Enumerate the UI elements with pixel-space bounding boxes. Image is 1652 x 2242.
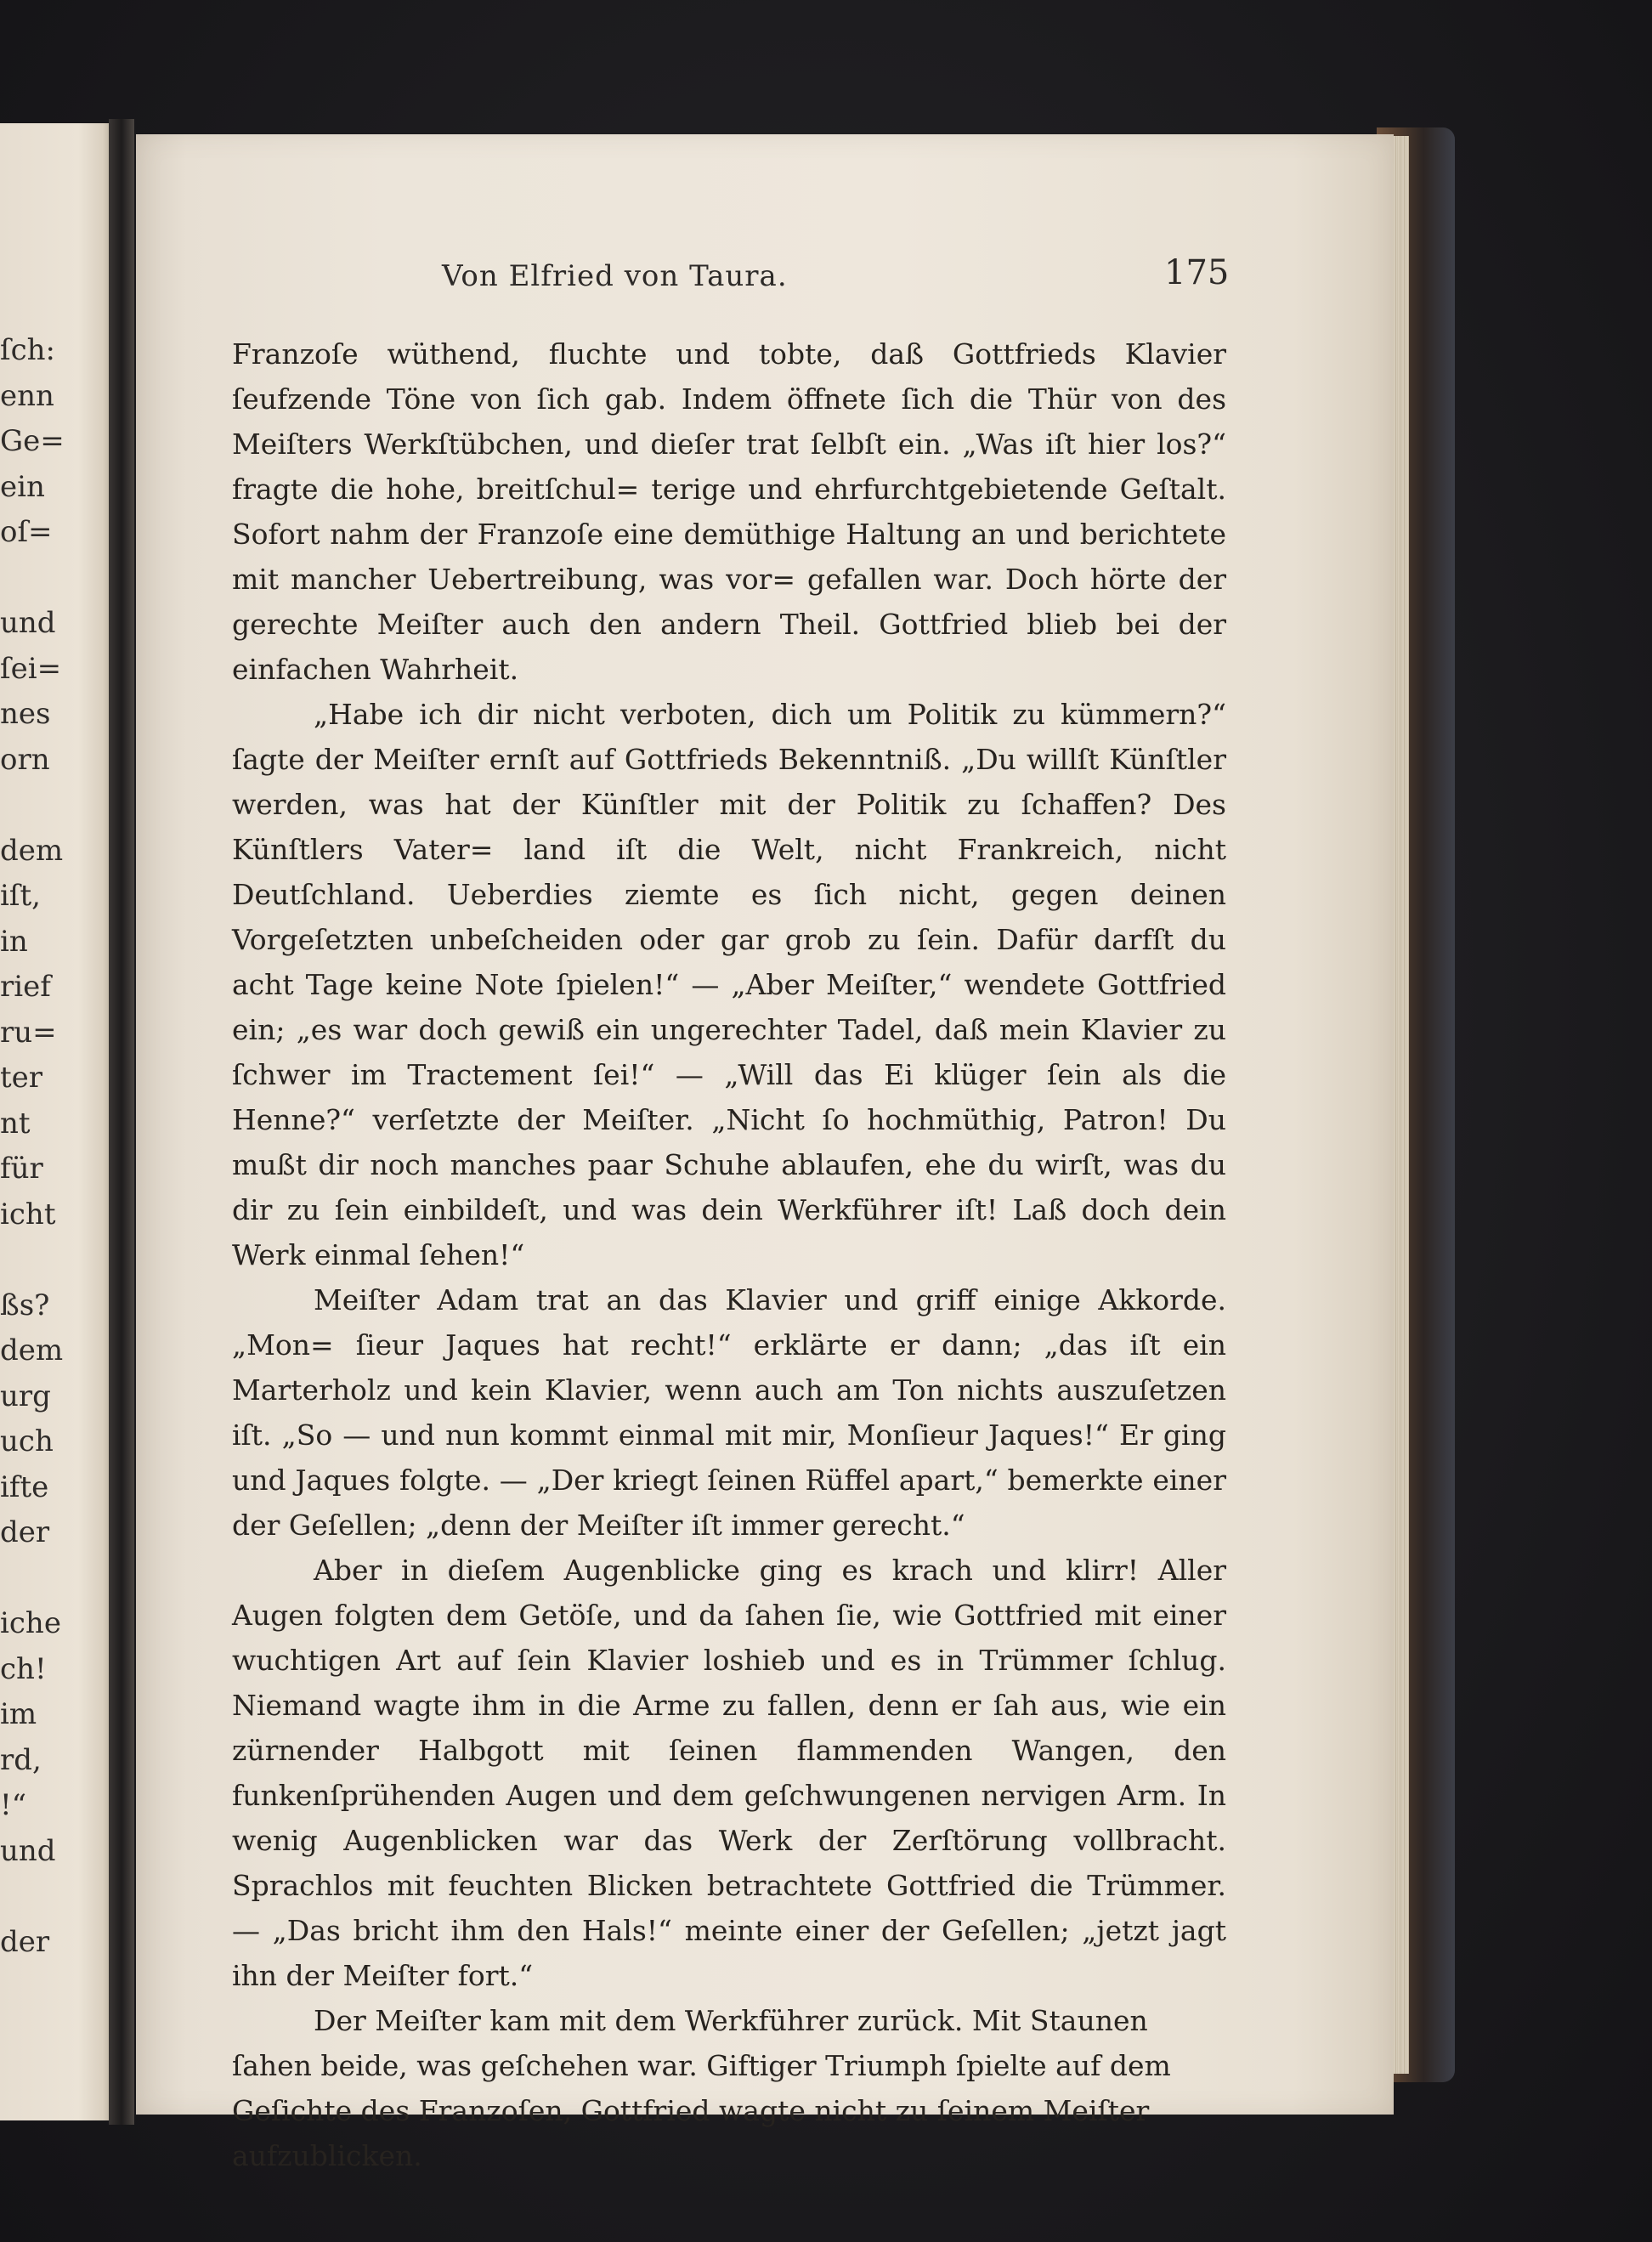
- running-head: Von Elfried von Taura.: [442, 259, 788, 293]
- paragraph-5: Der Meiſter kam mit dem Werkführer zurück. Mit Staunen ſahen beide, was geſchehen war. Giftiger Triumph ſpielte auf dem Geſichte des Franzoſen, Gottfried wagte nicht zu ſeinem Meiſter aufzublicken.: [232, 2004, 1171, 2172]
- facing-page-fragment: !“: [0, 1788, 27, 1822]
- facing-page-fragment: ru=: [0, 1015, 57, 1050]
- facing-page-fragment: ein: [0, 469, 45, 504]
- facing-page-fragment: iſt,: [0, 879, 41, 913]
- facing-page-fragment: oſ=: [0, 515, 53, 549]
- body-text: [232, 331, 1226, 2178]
- facing-page-fragment: für: [0, 1152, 43, 1186]
- facing-page-fragment: ifte: [0, 1469, 49, 1504]
- facing-page-fragment: ſei=: [0, 651, 62, 686]
- paragraph-1: Franzoſe wüthend, fluchte und tobte, daß Gottfrieds Klavier ſeufzende Töne von ſich gab. Indem öffnete ſich die Thür von des Meiſters Werkſtübchen, und dieſer trat ſelbſt ein. „Was iſt hier los?“ fragte die hohe, breitſchul= terige und ehrfurchtgebietende Geſtalt. Sofort nahm der Franzoſe eine demüthige Haltung an und berichtete mit mancher Uebertreibung, was vor= gefallen war. Doch hörte der gerechte Meiſter auch den andern Theil. Gottfried blieb bei der einfachen Wahrheit.: [232, 337, 1226, 686]
- facing-page-fragment: orn: [0, 742, 50, 777]
- facing-page-fragment: nt: [0, 1106, 31, 1141]
- facing-page-fragment: dem: [0, 833, 64, 868]
- facing-page-fragment: urg: [0, 1379, 51, 1413]
- facing-page-fragment: enn: [0, 378, 54, 413]
- facing-page-fragment: im: [0, 1697, 37, 1731]
- facing-page-fragment: ßs?: [0, 1288, 50, 1322]
- facing-page-fragment: iche: [0, 1606, 61, 1640]
- paragraph-4: Aber in dieſem Augenblicke ging es krach und klirr! Aller Augen folgten dem Getöſe, und da ſahen ſie, wie Gottfried mit einer wuchtigen Art auf ſein Klavier loshieb und es in Trümmer ſchlug. Niemand wagte ihm in die Arme zu fallen, denn er ſah aus, wie ein zürnender Halbgott mit ſeinen flammenden Wangen, den funkenſprühenden Augen und dem geſchwungenen nervigen Arm. In wenig Augenblicken war das Werk der Zerſtörung vollbracht. Sprachlos mit feuchten Blicken betrachtete Gottfried die Trümmer. — „Das bricht ihm den Hals!“ meinte einer der Geſellen; „jetzt jagt ihn der Meiſter fort.“: [232, 1554, 1226, 1992]
- facing-page-fragment: und: [0, 606, 56, 640]
- facing-page-fragment: dem: [0, 1333, 64, 1367]
- facing-page-fragment: rd,: [0, 1742, 42, 1777]
- book-gutter: [109, 119, 134, 2125]
- facing-page-fragment: ch!: [0, 1651, 47, 1686]
- facing-page-fragment: ſch:: [0, 333, 55, 367]
- facing-page-fragment: uch: [0, 1424, 54, 1458]
- paragraph-3: Meiſter Adam trat an das Klavier und griff einige Akkorde. „Mon= ſieur Jaques hat recht!“ erklärte er dann; „das iſt ein Marterholz und kein Klavier, wenn auch am Ton nichts auszuſetzen iſt. „So — und nun kommt einmal mit mir, Monſieur Jaques!“ Er ging und Jaques folgte. — „Der kriegt ſeinen Rüffel apart,“ bemerkte einer der Geſellen; „denn der Meiſter iſt immer gerecht.“: [232, 1283, 1226, 1542]
- facing-page-fragment: rief: [0, 970, 51, 1004]
- facing-page-fragment: der: [0, 1924, 50, 1959]
- facing-page-fragment: Ge=: [0, 424, 65, 458]
- facing-page-fragment: ter: [0, 1061, 43, 1095]
- facing-page-fragment: icht: [0, 1197, 56, 1231]
- facing-page-fragment: der: [0, 1515, 50, 1549]
- paragraph-2: „Habe ich dir nicht verboten, dich um Politik zu kümmern?“ ſagte der Meiſter ernſt auf Gottfrieds Bekenntniß. „Du willſt Künſtler werden, was hat der Künſtler mit der Politik zu ſchaffen? Des Künſtlers Vater= land iſt die Welt, nicht Frankreich, nicht Deutſchland. Ueberdies ziemte es ſich nicht, gegen deinen Vorgeſetzten unbeſcheiden oder gar grob zu ſein. Dafür darfſt du acht Tage keine Note ſpielen!“ — „Aber Meiſter,“ wendete Gottfried ein; „es war doch gewiß ein ungerechter Tadel, daß mein Klavier zu ſchwer im Tractement ſei!“ — „Will das Ei klüger ſein als die Henne?“ verſetzte der Meiſter. „Nicht ſo hochmüthig, Patron! Du mußt dir noch manches paar Schuhe ablaufen, ehe du wirſt, was du dir zu ſein einbildeſt, und was dein Werkführer iſt! Laß doch dein Werk einmal ſehen!“: [232, 698, 1226, 1271]
- facing-page-fragment: in: [0, 924, 28, 959]
- facing-page-fragment: nes: [0, 697, 51, 731]
- page-number: 175: [1164, 253, 1230, 292]
- facing-page-fragment: und: [0, 1833, 56, 1868]
